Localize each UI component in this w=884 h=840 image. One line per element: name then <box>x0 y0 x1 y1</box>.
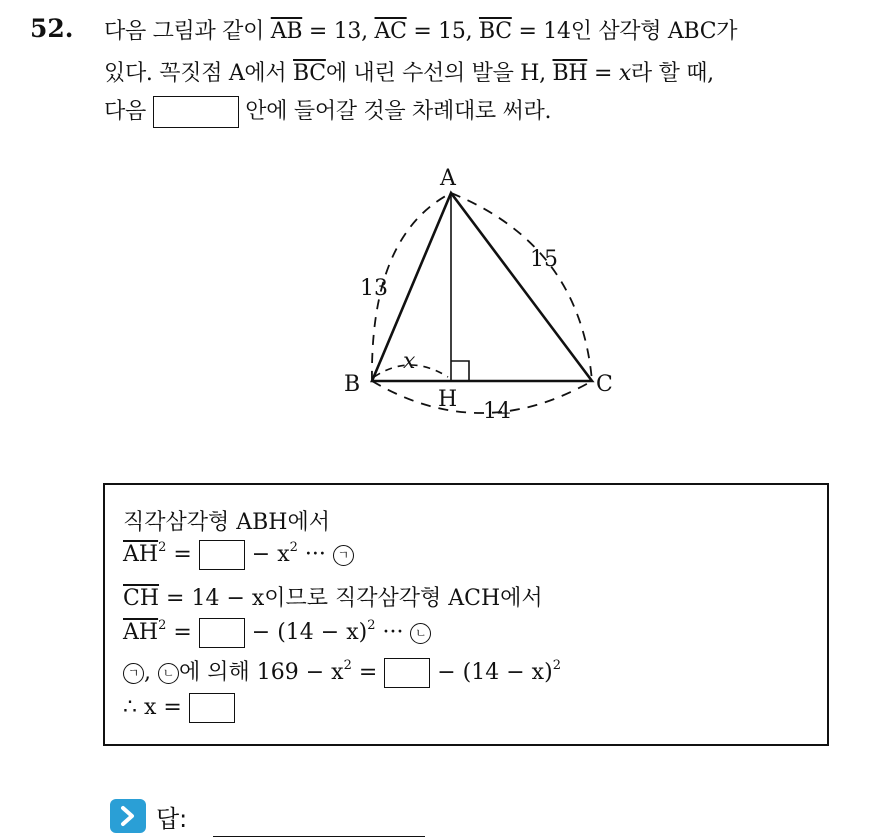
text: = 13, <box>302 19 375 44</box>
blank-box <box>199 618 245 648</box>
text: 에 내린 수선의 발을 H, <box>325 61 553 86</box>
blank-box <box>384 658 430 688</box>
length-bc: 14 <box>483 399 511 424</box>
text: 다음 그림과 같이 <box>104 19 271 44</box>
label-h: H <box>438 387 458 412</box>
segment-ab: $\overline{AB}$ <box>270 19 303 44</box>
text: = 14 − x이므로 직각삼각형 ACH에서 <box>159 586 543 611</box>
circled-mark: ㄴ <box>158 663 179 684</box>
text: 에 의해 169 − x <box>179 660 344 685</box>
question-number: 52. <box>30 14 74 43</box>
solution-line-3 <box>123 581 543 612</box>
text: 있다. 꼭짓점 A에서 <box>104 61 294 86</box>
question-line-3 <box>104 94 551 128</box>
chevron-right-icon <box>110 799 146 833</box>
text: ∴ x = <box>123 695 189 720</box>
text: − x <box>244 542 290 567</box>
circled-mark: ㄱ <box>123 663 144 684</box>
text: ··· <box>297 542 333 567</box>
label-c: C <box>596 372 613 397</box>
variable-x: x <box>618 61 631 86</box>
exponent: 2 <box>343 658 352 673</box>
text: , <box>144 660 158 685</box>
text: 라 할 때, <box>630 61 714 86</box>
exponent: 2 <box>552 658 561 673</box>
text: − (14 − x) <box>430 660 553 685</box>
segment-ac: $\overline{AC}$ <box>374 19 407 44</box>
right-angle-mark <box>451 361 469 381</box>
length-bh: x <box>403 349 416 374</box>
answer-row <box>110 796 187 836</box>
segment-bc: $\overline{BC}$ <box>293 61 326 86</box>
text: = <box>166 542 199 567</box>
blank-box <box>189 693 235 723</box>
text: = 14인 삼각형 ABC가 <box>511 19 738 44</box>
answer-input-line[interactable] <box>213 836 425 837</box>
segment-bc: $\overline{BC}$ <box>478 19 512 44</box>
text: 안에 들어갈 것을 차례대로 써라. <box>238 99 552 124</box>
text: = <box>351 660 385 685</box>
text: ··· <box>375 620 411 645</box>
label-a: A <box>440 166 456 191</box>
exponent: 2 <box>289 540 298 555</box>
length-ac: 15 <box>530 247 558 272</box>
question-line-2 <box>104 56 714 87</box>
text: 다음 <box>104 99 153 124</box>
question-line-1 <box>104 14 737 45</box>
blank-box <box>199 540 245 570</box>
triangle-figure <box>330 155 650 445</box>
circled-mark: ㄴ <box>410 623 431 644</box>
length-ab: 13 <box>360 276 388 301</box>
text: − (14 − x) <box>244 620 368 645</box>
solution-line-6 <box>123 693 235 723</box>
text: = <box>166 620 199 645</box>
segment-ch: $\overline{CH}$ <box>123 586 160 611</box>
solution-line-4 <box>123 618 431 648</box>
segment-bh: $\overline{BH}$ <box>552 61 588 86</box>
exponent: 2 <box>158 540 167 555</box>
text: = 15, <box>406 19 479 44</box>
blank-box <box>153 96 239 128</box>
solution-line-2 <box>123 540 354 570</box>
exponent: 2 <box>158 618 167 633</box>
solution-line-1: 직각삼각형 ABH에서 <box>123 510 330 535</box>
solution-line-5 <box>123 655 561 688</box>
arc-bc-dashed <box>372 381 592 413</box>
label-b: B <box>344 372 361 397</box>
circled-mark: ㄱ <box>333 545 354 566</box>
answer-label: 답: <box>156 804 188 833</box>
solution-box <box>103 483 829 746</box>
segment-ah: $\overline{AH}$ <box>123 542 159 567</box>
text: = <box>587 61 619 86</box>
segment-ah: $\overline{AH}$ <box>123 620 159 645</box>
exponent: 2 <box>367 618 376 633</box>
